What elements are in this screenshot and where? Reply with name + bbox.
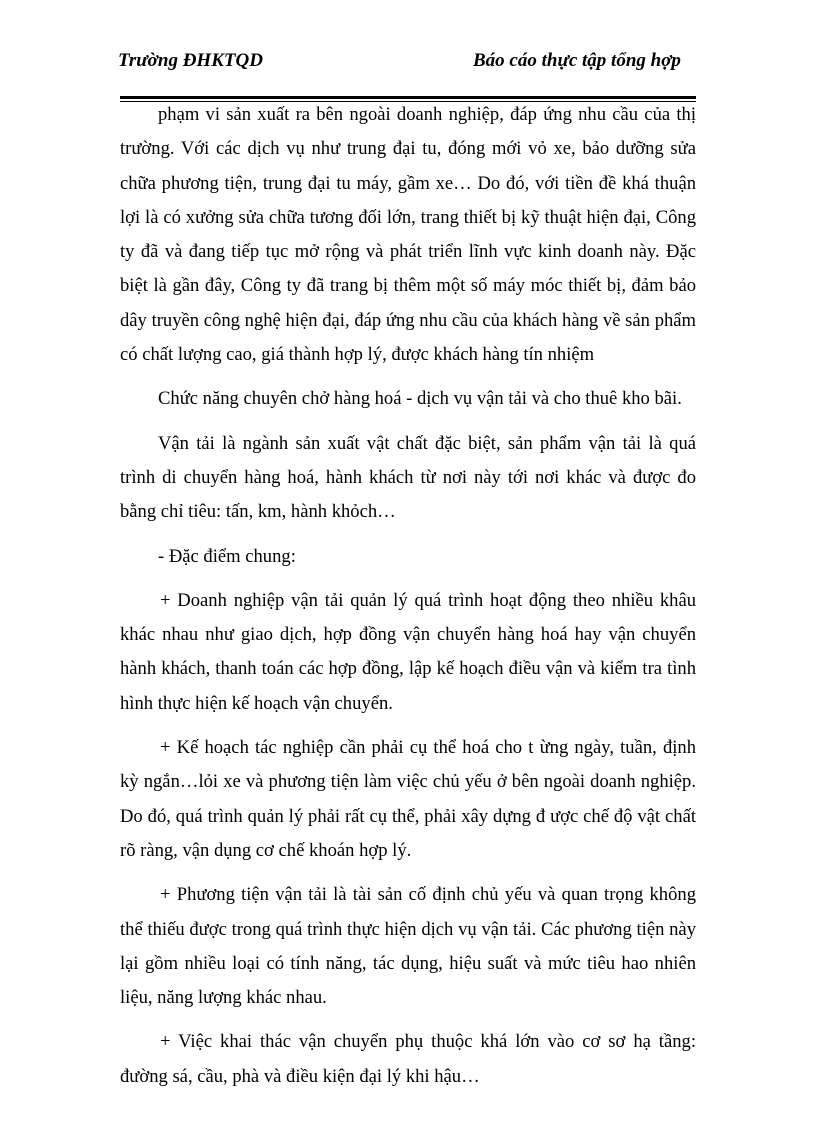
page-body — [120, 98, 696, 1094]
paragraph-feature-infrastructure: + Việc khai thác vận chuyển phụ thuộc khá lớn vào cơ sơ hạ tầng: đường sá, cầu, phà và điều kiện đại lý khi hậu… — [120, 1031, 696, 1087]
paragraph-transport-definition: Vận tải là ngành sản xuất vật chất đặc biệt, sản phẩm vận tải là quá trình di chuyển hàng hoá, hành khách từ nơi này tới nơi khác và được đo bằng chỉ tiêu: tấn, km, hành khỏch… — [120, 432, 696, 523]
header-school-name: Trường ĐHKTQD — [118, 50, 263, 71]
paragraph-services: phạm vi sản xuất ra bên ngoài doanh nghiệp, đáp ứng nhu cầu của thị trường. Với các dịch vụ như trung đại tu, đóng mới vỏ xe, bảo dưỡng sửa chữa phương tiện, trung đại tu máy, gầm xe… Do đó, với tiền đề khá thuận lợi là có xưởng sửa chữa tương đối lớn, trang thiết bị kỹ thuật hiện đại, Công ty đã và đang tiếp tục mở rộng và phát triển lĩnh vực kinh doanh này. Đặc biệt là gần đây, Công ty đã trang bị thêm một số máy móc thiết bị, đảm bảo dây truyền công nghệ hiện đại, đáp ứng nhu cầu của khách hàng về sản phẩm có chất lượng cao, giá thành hợp lý, được khách hàng tín nhiệm — [120, 104, 696, 366]
paragraph-transport-function: Chức năng chuyên chở hàng hoá - dịch vụ vận tải và cho thuê kho bãi. — [158, 388, 682, 410]
paragraph-feature-management: + Doanh nghiệp vận tải quản lý quá trình hoạt động theo nhiều khâu khác nhau như giao dịch, hợp đồng vận chuyển hàng hoá hay vận chuyển hành khách, thanh toán các hợp đồng, lập kế hoạch điều vận và kiểm tra tình hình thực hiện kế hoạch vận chuyển. — [120, 589, 696, 714]
paragraph-general-features-heading: - Đặc điểm chung: — [158, 545, 296, 567]
paragraph-feature-planning: + Kế hoạch tác nghiệp cần phải cụ thể hoá cho t ừng ngày, tuần, định kỳ ngắn…lỏi xe và phương tiện làm việc chủ yếu ở bên ngoài doanh nghiệp. Do đó, quá trình quản lý phải rất cụ thể, phải xây dựng đ ược chế độ vật chất rõ ràng, vận dụng cơ chế khoán hợp lý. — [120, 737, 696, 861]
paragraph-feature-vehicles: + Phương tiện vận tải là tài sản cố định chủ yếu và quan trọng không thể thiếu được trong quá trình thực hiện dịch vụ vận tải. Các phương tiện này lại gồm nhiều loại có tính năng, tác dụng, hiệu suất và mức tiêu hao nhiên liệu, năng lượng khác nhau. — [120, 884, 696, 1009]
header-report-title: Báo cáo thực tập tổng hợp — [473, 50, 681, 71]
page-header — [118, 50, 698, 80]
